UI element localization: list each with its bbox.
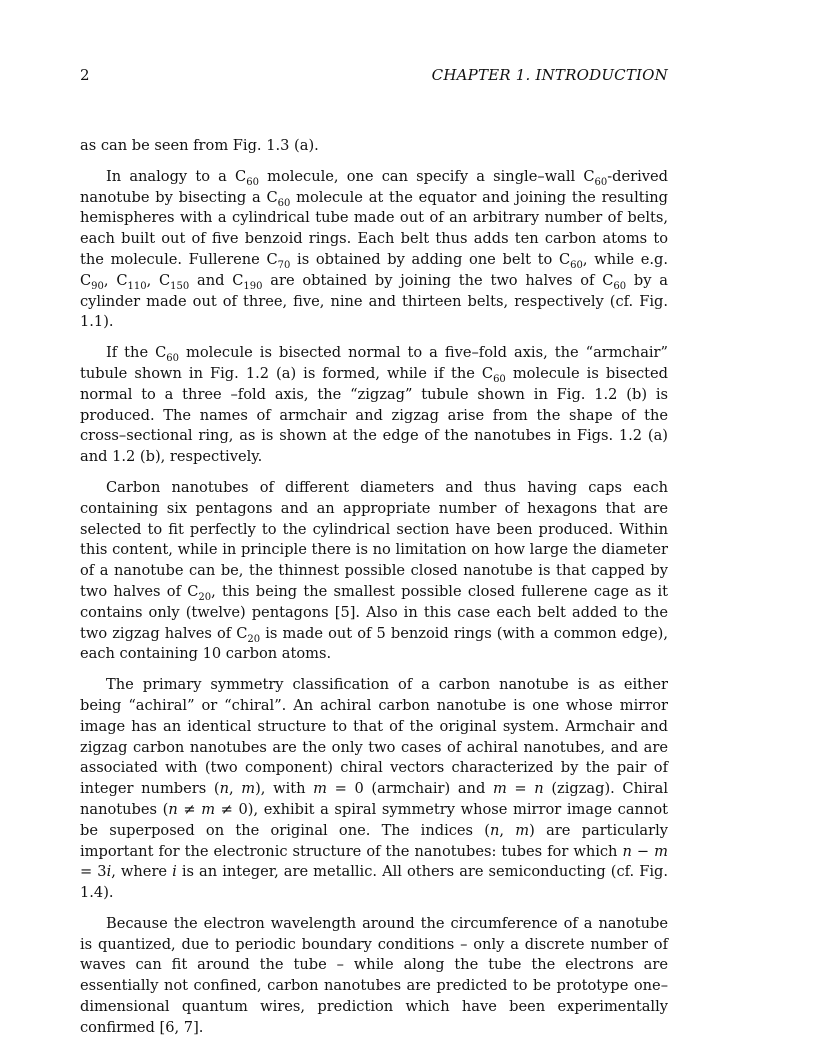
- paragraph-2: In analogy to a $C_{60}$ molecule, one can specify a single–wall $C_{60}$-derived nanotube by bisecting a $C_{60}$ molecule at the equator and joining the resulting hemispheres with a cylindrical tube made out of an arbitrary number of belts, each built out of five benzoid rings. Each belt thus adds ten carbon atoms to the molecule. Fullerene $C_{70}$ is obtained by adding one belt to $C_{60}$, while e.g. $C_{90}$, $C_{110}$, $C_{150}$ and $C_{190}$ are obtained by joining the two halves of $C_{60}$ by a cylinder made out of three, five, nine and thirteen belts, respectively (cf. Fig. 1.1).: [80, 167, 669, 331]
- paragraph-3: If the $C_{60}$ molecule is bisected normal to a five–fold axis, the “armchair” tubule shown in Fig. 1.2 (a) is formed, while if the $C_{60}$ molecule is bisected normal to a three –fold axis, the “zigzag” tubule shown in Fig. 1.2 (b) is produced. The names of armchair and zigzag arise from the shape of the cross–sectional ring, as is shown at the edge of the nanotubes in Figs. 1.2 (a) and 1.2 (b), respectively.: [80, 344, 668, 466]
- body-text: [80, 136, 668, 1049]
- paragraph-1: as can be seen from Fig. 1.3 (a).: [80, 137, 319, 154]
- paragraph-5: The primary symmetry classification of a carbon nanotube is as either being “achiral” or “chiral”. An achiral carbon nanotube is one whose mirror image has an identical structure to that of the original system. Armchair and zigzag carbon nanotubes are the only two cases of achiral nanotubes, and are associated with (two component) chiral vectors characterized by the pair of integer numbers (n, m), with m = 0 (armchair) and m = n (zigzag). Chiral nanotubes (n ≠ m ≠ 0), exhibit a spiral symmetry whose mirror image cannot be superposed on the original one. The indices (n, m) are particularly important for the electronic structure of the nanotubes: tubes for which n − m = 3i, where i is an integer, are metallic. All others are semiconducting (cf. Fig. 1.4).: [80, 676, 669, 902]
- page-header: [80, 66, 668, 88]
- paragraph-6: Because the electron wavelength around the circumference of a nanotube is quantized, due to periodic boundary conditions – only a discrete number of waves can fit around the tube – while along the tube the electrons are essentially not confined, carbon nanotubes are predicted to be prototype one–dimensional quantum wires, prediction which have been experimentally confirmed [6, 7].: [80, 914, 668, 1036]
- page-number: 2: [80, 66, 90, 84]
- paragraph-4: Carbon nanotubes of different diameters and thus having caps each containing six pentagons and an appropriate number of hexagons that are selected to fit perfectly to the cylindrical section have been produced. Within this content, while in principle there is no limitation on how large the diameter of a nanotube can be, the thinnest possible closed nanotube is that capped by two halves of $C_{20}$, this being the smallest possible closed fullerene cage as it contains only (twelve) pentagons [5]. Also in this case each belt added to the two zigzag halves of $C_{20}$ is made out of 5 benzoid rings (with a common edge), each containing 10 carbon atoms.: [80, 478, 668, 663]
- running-head: CHAPTER 1. INTRODUCTION: [431, 66, 668, 84]
